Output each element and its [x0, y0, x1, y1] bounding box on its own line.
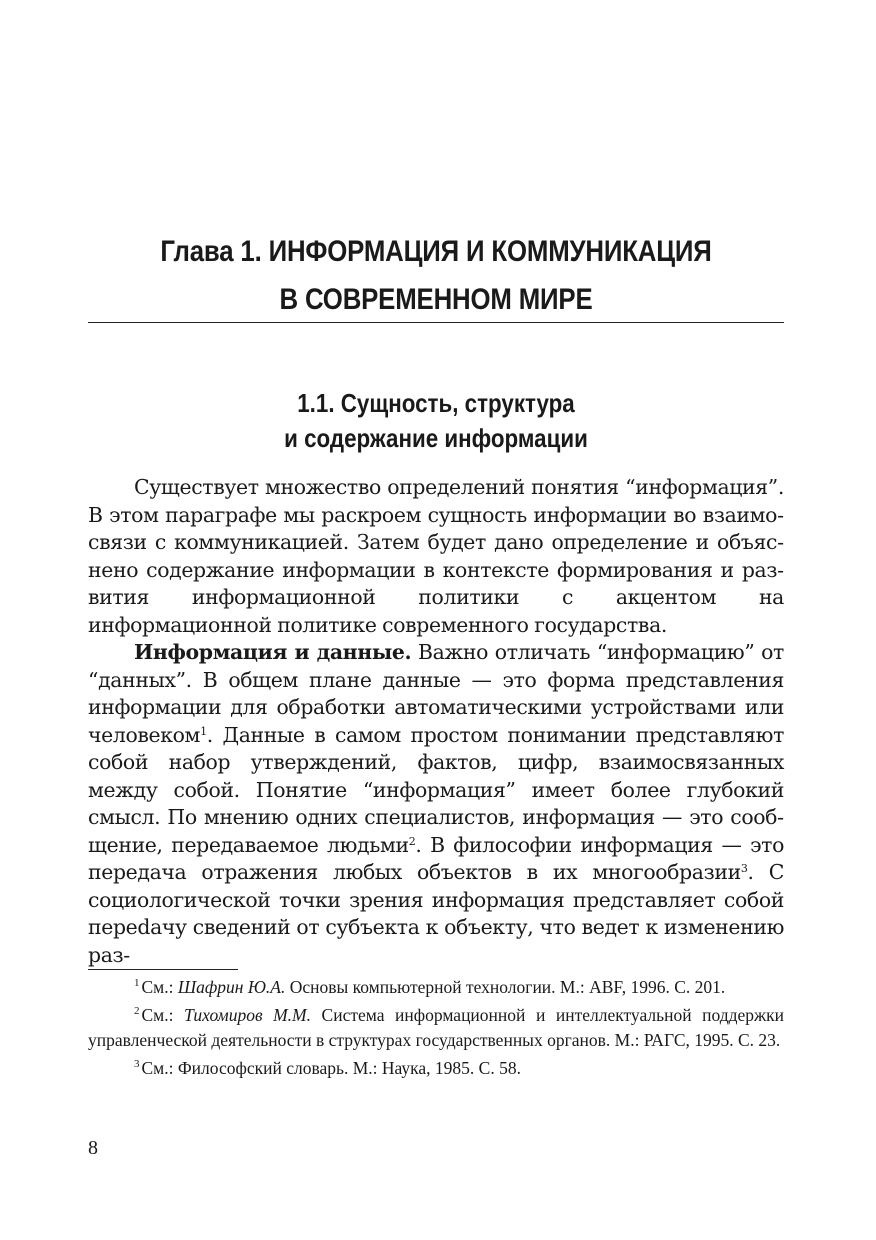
- footnote-2-prefix: См.:: [141, 1005, 185, 1025]
- footnote-2-text: Система информационной и интеллектуальной поддержки управленческой деятельности в структурах государственных органов. М.: РАГС, 1995. С. 23.: [88, 1005, 785, 1050]
- body-text: [88, 474, 784, 969]
- footnote-1: [88, 975, 784, 1000]
- footnote-3-text: См.: Философский словарь. М.: Наука, 1985. С. 58.: [141, 1058, 521, 1078]
- chapter-divider: [88, 322, 784, 323]
- footnote-divider: [88, 969, 238, 970]
- paragraph-lead-in: Информация и данные.: [134, 640, 412, 664]
- chapter-title-line-1: Глава 1. ИНФОРМАЦИЯ И КОММУНИКАЦИЯ: [160, 235, 712, 268]
- paragraph-info-and-data: [88, 639, 784, 969]
- paragraph-intro: Существует множество определений понятия “информация”. В этом параграфе мы раскроем сущность информации во взаимосвязи с коммуникацией. Затем будет дано определение и объяснено содержание информации в контексте формирования и развития информационной политики с акцентом на информационной политике современного государства.: [88, 475, 784, 637]
- chapter-title-line-2: В СОВРЕМЕННОМ МИРЕ: [279, 283, 593, 316]
- footnote-1-prefix: См.:: [141, 977, 178, 997]
- paragraph-text-part-4: . С социологической точки зрения информация представляет собой переdачу сведений от субъекта к объекту, что ведет к изменению раз-: [88, 860, 784, 967]
- section-title: [137, 386, 736, 456]
- footnote-ref-1[interactable]: 1: [200, 724, 207, 738]
- footnote-2-author: Тихомиров М.М.: [184, 1005, 311, 1025]
- section-title-line-2: и содержание информации: [284, 423, 588, 453]
- section-title-line-1: 1.1. Сущность, структура: [297, 388, 575, 418]
- footnote-1-author: Шафрин Ю.А.: [177, 977, 286, 997]
- footnote-2: [88, 1003, 784, 1053]
- footnote-2-number: 2: [134, 1005, 140, 1018]
- footnote-3: [88, 1056, 784, 1081]
- paragraph-text-part-3: . В философии информация — это передача отражения любых объектов в их многообразии: [88, 832, 784, 884]
- footnote-3-number: 3: [134, 1058, 140, 1071]
- paragraph-text-part-2: . Данные в самом простом понимании представляют собой набор утверждений, фактов, цифр, взаимосвязанных между собой. Понятие “информация” имеет более глубокий смысл. По мнению одних специалистов, информация — это сообщение, передаваемое людьми: [88, 722, 784, 857]
- chapter-title: [137, 228, 736, 324]
- footnote-1-text: Основы компьютерной технологии. М.: ABF, 1996. С. 201.: [285, 977, 726, 997]
- footnotes: [88, 975, 784, 1084]
- paragraph-text-part-1: Важно отличать “информацию” от “данных”. В общем плане данные — это форма представления информации для обработки автоматическими устройствами или человеком: [88, 640, 784, 747]
- page-number: 8: [88, 1137, 98, 1159]
- footnote-1-number: 1: [134, 977, 140, 990]
- footnote-ref-2[interactable]: 2: [408, 834, 416, 848]
- footnote-ref-3[interactable]: 3: [740, 862, 748, 876]
